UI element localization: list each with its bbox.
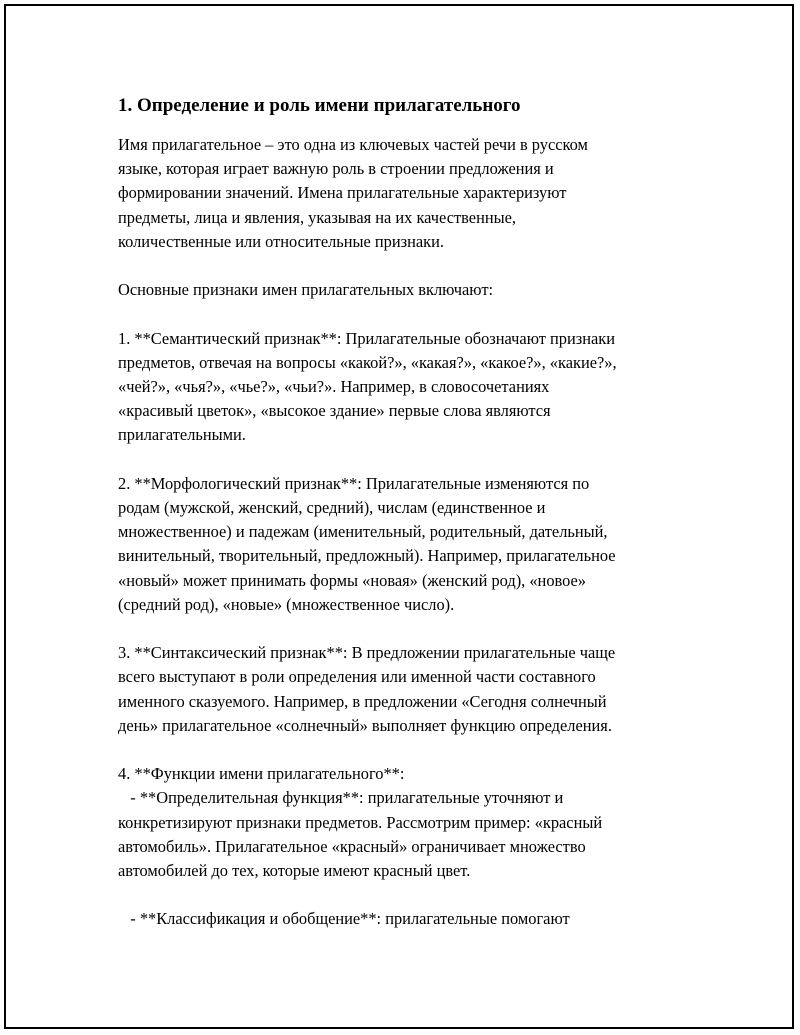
text-line: 3. **Синтаксический признак**: В предложении прилагательные чаще: [118, 643, 616, 663]
text-line: «красивый цветок», «высокое здание» первые слова являются: [118, 401, 551, 421]
paragraph-list-intro: [118, 278, 708, 302]
paragraph-functions: [118, 762, 708, 883]
text-line: день» прилагательное «солнечный» выполняет функцию определения.: [118, 715, 612, 735]
text-line: формировании значений. Имена прилагательные характеризуют: [118, 183, 567, 203]
paragraph-intro: [118, 133, 708, 254]
paragraph-semantic: [118, 327, 708, 448]
paragraph-classification: [118, 907, 708, 931]
section-heading: 1. Определение и роль имени прилагательного: [118, 95, 521, 116]
text-line: количественные или относительные признаки.: [118, 231, 444, 251]
text-line: (средний род), «новые» (множественное число).: [118, 594, 455, 614]
paragraph-syntactic: [118, 641, 708, 738]
text-line: предметы, лица и явления, указывая на их качественные,: [118, 207, 517, 227]
text-line: «новый» может принимать формы «новая» (женский род), «новое»: [118, 570, 587, 590]
text-line: автомобилей до тех, которые имеют красный цвет.: [118, 861, 471, 881]
text-line: 2. **Морфологический признак**: Прилагательные изменяются по: [118, 473, 590, 493]
text-line: Имя прилагательное – это одна из ключевых частей речи в русском: [118, 135, 588, 154]
text-line: автомобиль». Прилагательное «красный» ограничивает множество: [118, 836, 586, 856]
text-line: «чей?», «чья?», «чье?», «чьи?». Например, в словосочетаниях: [118, 377, 550, 396]
text-line: предметов, отвечая на вопросы «какой?», «какая?», «какое?», «какие?»,: [118, 352, 617, 372]
paragraph-morphological: [118, 472, 708, 617]
text-line: языке, которая играет важную роль в строении предложения и: [118, 159, 554, 179]
text-line: всего выступают в роли определения или именной части составного: [118, 667, 596, 687]
text-line: 4. **Функции имени прилагательного**:: [118, 764, 405, 784]
text-line: множественное) и падежам (именительный, родительный, дательный,: [118, 522, 608, 542]
text-line: Основные признаки имен прилагательных включают:: [118, 280, 494, 300]
text-line: прилагательными.: [118, 425, 246, 445]
text-line: - **Классификация и обобщение**: прилагательные помогают: [118, 909, 570, 929]
text-line: конкретизируют признаки предметов. Рассмотрим пример: «красный: [118, 812, 603, 832]
text-line: родам (мужской, женский, средний), числам (единственное и: [118, 498, 546, 517]
text-line: винительный, творительный, предложный). Например, прилагательное: [118, 546, 616, 566]
text-line: 1. **Семантический признак**: Прилагательные обозначают признаки: [118, 328, 615, 348]
document-body: [118, 94, 708, 932]
text-line: - **Определительная функция**: прилагательные уточняют и: [118, 788, 564, 808]
text-line: именного сказуемого. Например, в предложении «Сегодня солнечный: [118, 691, 607, 711]
